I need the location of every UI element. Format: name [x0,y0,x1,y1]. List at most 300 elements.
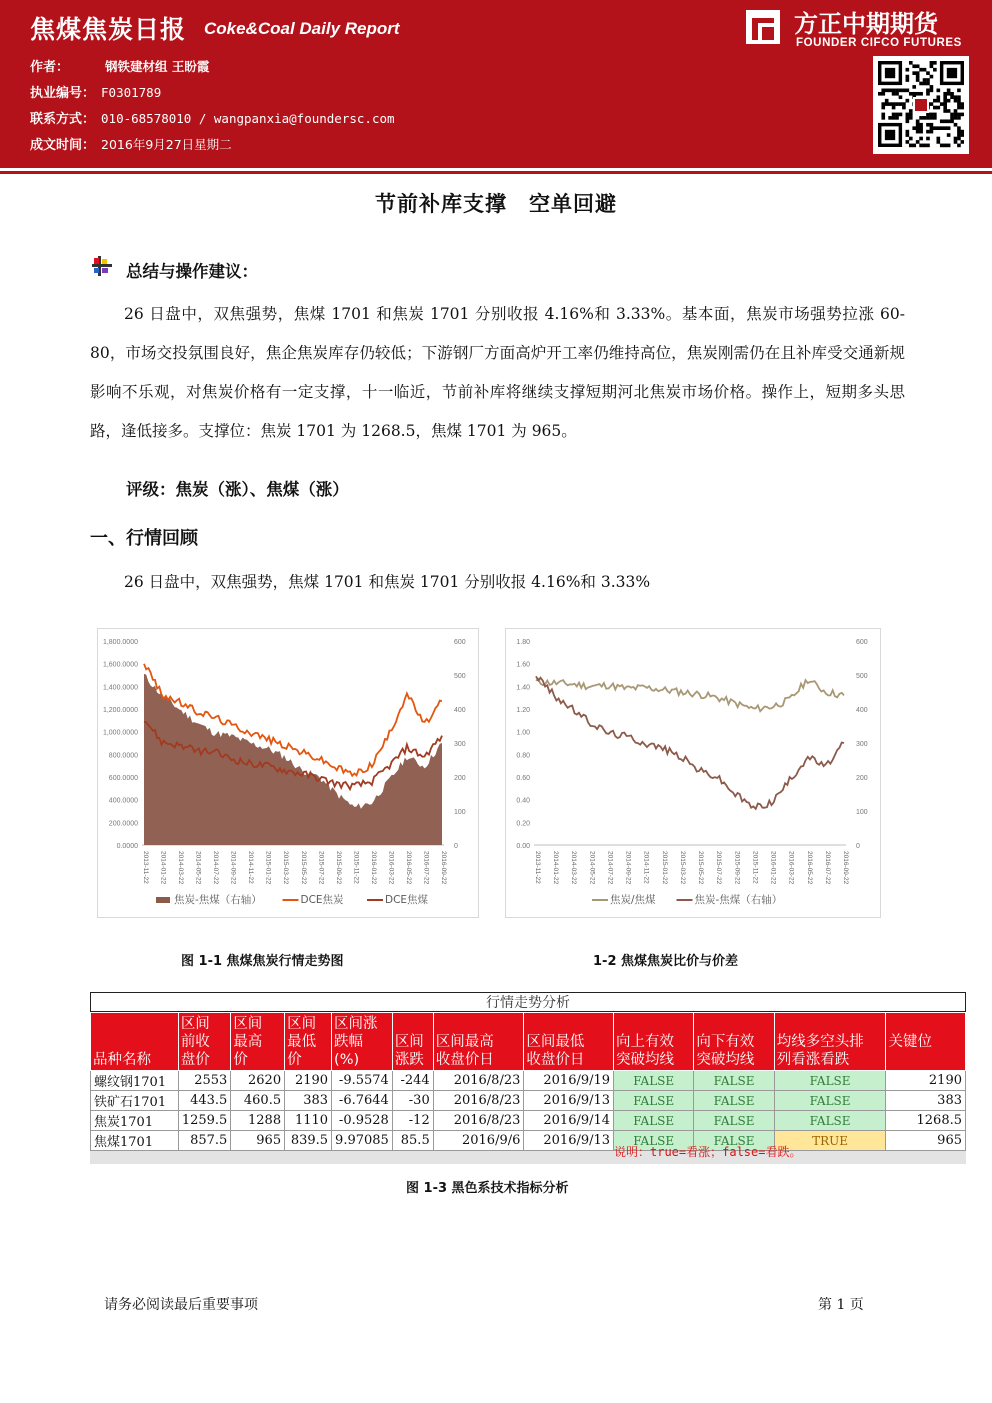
x-tick-label: 2014-05-22 [194,851,202,885]
qr-module [923,82,927,86]
y-tick-label-right: 500 [856,673,868,680]
qr-module [954,95,958,99]
table-row [91,1131,966,1151]
table-cell: -0.9528 [332,1111,393,1131]
x-tick-label: 2015-09-22 [733,851,741,885]
x-tick-label: 2014-11-22 [642,851,650,884]
table-header-text: 价 [287,1052,302,1068]
qr-module [950,95,954,99]
qr-module [888,89,892,93]
qr-module [936,137,940,141]
footer-page-number: 第 1 页 [818,1297,864,1313]
figure-caption-2: 1-2 焦煤焦炭比价与价差 [593,954,739,969]
qr-module [923,78,927,82]
table-header-cell [433,1013,524,1071]
author-value: 钢铁建材组 王盼霞 [105,59,210,74]
y-tick-label-left: 0.40 [516,797,530,805]
qr-module [926,92,930,96]
qr-module [899,95,903,99]
table-cell: 2553 [178,1071,231,1091]
legend-label: DCE焦煤 [385,894,429,906]
table-cell: 2016/9/6 [433,1131,524,1151]
qr-module [957,102,961,106]
legend-swatch [156,897,170,903]
qr-module [899,102,903,106]
x-tick-label: 2016-07-22 [823,851,831,885]
qr-module [906,75,910,79]
qr-module [912,144,916,148]
qr-module [940,126,944,130]
qr-module [895,116,899,120]
table-header-text: 区间 [287,1016,317,1032]
qr-module [943,106,947,110]
qr-module [919,82,923,86]
qr-module [957,95,961,99]
company-logo-icon [744,8,782,46]
table-header-cell [332,1013,393,1071]
report-title-cn: 焦煤焦炭日报 [30,15,187,44]
qr-module [909,113,913,117]
document-title: 节前补库支撑 空单回避 [375,192,617,216]
qr-module [957,144,961,148]
y-tick-label-left: 0.80 [516,752,530,760]
summary-heading: 总结与操作建议： [126,262,258,281]
y-tick-label-left: 800.0000 [108,752,138,760]
qr-module [916,92,920,96]
qr-module [888,102,892,106]
qr-module [943,119,947,123]
table-cell: -9.5574 [332,1071,393,1091]
x-tick-label: 2014-01-22 [159,851,167,885]
x-tick-label: 2014-01-22 [552,851,560,885]
qr-module [940,119,944,123]
qr-module [926,123,930,127]
x-tick-label: 2016-01-22 [369,851,377,885]
y-tick-label-left: 0.20 [516,820,530,828]
chart-ratio-spread [505,628,881,918]
qr-module [930,75,934,79]
qr-module [926,137,930,141]
qr-center-logo [914,98,928,112]
qr-module [916,119,920,123]
table-header-text: 向下有效 [696,1034,755,1050]
table-header-text: 跌幅 [334,1034,364,1050]
qr-module [936,89,940,93]
qr-module [909,116,913,120]
table-cell: 1268.5 [886,1111,966,1131]
table-cell: 460.5 [231,1091,285,1111]
table-header-text: 盘价 [180,1052,210,1068]
y-tick-label-right: 300 [454,741,466,748]
qr-module [906,89,910,93]
qr-module [892,89,896,93]
table-cell: 839.5 [285,1131,332,1151]
qr-module [916,71,920,75]
qr-module [916,64,920,68]
qr-module [957,89,961,93]
qr-module [947,144,951,148]
table-cell: 383 [285,1091,332,1111]
qr-module [878,92,882,96]
table-cell: 2190 [285,1071,332,1091]
qr-module [919,137,923,141]
table-header-text: 区间涨 [334,1016,378,1032]
series-line [536,679,844,711]
qr-module [923,68,927,72]
qr-module [957,133,961,137]
qr-module [943,99,947,103]
x-tick-label: 2014-11-22 [247,851,255,884]
series-area [144,674,442,845]
table-cell: 铁矿石1701 [91,1091,179,1111]
qr-module [895,92,899,96]
table-cell: FALSE [614,1091,694,1111]
x-tick-label: 2014-07-22 [212,851,220,885]
legend-label: 焦炭-焦煤（右轴） [694,894,783,906]
qr-module [954,113,958,117]
date-value: 2016年9月27日星期二 [101,137,232,152]
x-tick-label: 2015-09-22 [334,851,342,885]
y-tick-label-right: 400 [856,707,868,714]
qr-module [906,119,910,123]
qr-module [950,92,954,96]
table-cell: FALSE [694,1071,774,1091]
qr-module [950,113,954,117]
qr-module [930,64,934,68]
table-cell: 2190 [886,1071,966,1091]
trend-table-grid [90,1012,966,1151]
x-tick-label: 2016-05-22 [805,851,813,885]
y-tick-label-left: 0.00 [516,843,530,850]
y-tick-label-left: 1.00 [516,729,530,737]
table-cell: 965 [231,1131,285,1151]
qr-module [926,82,930,86]
qr-module [947,126,951,130]
table-cell: FALSE [614,1131,694,1151]
contact-label: 联系方式： [30,112,96,127]
table-header-cell [392,1013,433,1071]
table-cell: 2016/8/23 [433,1071,524,1091]
table-row [91,1071,966,1091]
table-cell: 965 [886,1131,966,1151]
table-header-text: 最高 [233,1034,263,1050]
table-header-cell [524,1013,614,1071]
qr-module [947,133,951,137]
table-header-text: 向上有效 [616,1034,675,1050]
qr-module [906,116,910,120]
x-tick-label: 2014-09-22 [624,851,632,885]
table-cell: -30 [392,1091,433,1111]
x-tick-label: 2016-03-22 [387,851,395,885]
section-heading-review: 一、行情回顾 [90,528,198,549]
y-tick-label-left: 1.80 [516,639,530,646]
qr-finder [947,68,957,78]
qr-finder [885,130,895,140]
qr-module [940,144,944,148]
x-tick-label: 2014-07-22 [606,851,614,885]
qr-module [892,116,896,120]
company-name-en: FOUNDER CIFCO FUTURES [796,37,962,49]
qr-module [957,116,961,120]
table-note: 说明：true=看涨；false=看跌。 [614,1145,802,1159]
y-tick-label-left: 1.60 [516,661,530,669]
qr-module [947,89,951,93]
qr-module [909,109,913,113]
qr-module [902,106,906,110]
qr-module [933,113,937,117]
qr-module [954,99,958,103]
y-tick-label-right: 0 [454,843,458,850]
qr-module [888,116,892,120]
author-line [30,56,209,75]
qr-module [892,106,896,110]
table-header-cell [694,1013,774,1071]
qr-module [923,144,927,148]
qr-module [961,140,964,144]
table-cell: FALSE [614,1071,694,1091]
qr-module [957,137,961,141]
table-cell: 2620 [231,1071,285,1091]
y-tick-label-left: 1.20 [516,707,530,714]
qr-module [947,92,951,96]
license-value: F0301789 [101,85,162,100]
y-tick-label-right: 200 [856,775,868,782]
contact-value: 010-68578010 / wangpanxia@foundersc.com [101,111,395,126]
x-tick-label: 2015-07-22 [715,851,723,885]
table-cell: 1259.5 [178,1111,231,1131]
header-divider [0,168,992,174]
table-header-text: 区间 [394,1034,424,1050]
x-tick-label: 2016-07-22 [422,851,430,885]
qr-module [933,126,937,130]
qr-module [916,140,920,144]
table-cell: FALSE [614,1111,694,1131]
series-line [536,676,844,809]
qr-module [923,116,927,120]
qr-module [906,113,910,117]
table-header-text: 突破均线 [696,1052,755,1068]
qr-module [933,61,937,65]
x-tick-label: 2015-01-22 [660,851,668,885]
qr-module [943,109,947,113]
qr-module [936,140,940,144]
qr-module [912,85,916,89]
qr-module [930,85,934,89]
qr-module [957,106,961,110]
qr-module [906,78,910,82]
qr-module [916,78,920,82]
qr-module [961,106,964,110]
qr-module [902,89,906,93]
qr-module [943,102,947,106]
qr-module [881,92,885,96]
qr-module [943,95,947,99]
qr-module [909,144,913,148]
table-header-text: 列看涨看跌 [776,1052,850,1068]
table-header-cell [285,1013,332,1071]
table-cell: -244 [392,1071,433,1091]
qr-module [961,130,964,134]
qr-module [899,89,903,93]
qr-module [943,144,947,148]
qr-module [930,123,934,127]
table-header-text: 突破均线 [616,1052,675,1068]
table-cell: FALSE [694,1091,774,1111]
table-cell: 焦煤1701 [91,1131,179,1151]
table-cell: 857.5 [178,1131,231,1151]
qr-finder [885,68,895,78]
qr-module [919,116,923,120]
report-title-en: Coke&Coal Daily Report [204,19,400,38]
qr-module [909,92,913,96]
y-tick-label-left: 1,800.0000 [102,639,138,646]
report-header [0,0,992,168]
x-tick-label: 2014-03-22 [177,851,185,885]
x-tick-label: 2015-01-22 [264,851,272,885]
qr-module [895,102,899,106]
qr-module [916,75,920,79]
table-cell: 2016/9/14 [524,1111,614,1131]
qr-module [906,130,910,134]
table-header-text: 前收 [180,1034,210,1050]
qr-module [954,123,958,127]
x-tick-label: 2016-03-22 [787,851,795,885]
contact-line [30,108,395,127]
qr-module [957,126,961,130]
qr-module [933,99,937,103]
qr-module [906,68,910,72]
qr-module [926,130,930,134]
qr-module [916,123,920,127]
chart-ratio-spread-svg [506,629,880,917]
x-tick-label: 2015-11-22 [751,851,759,884]
qr-module [930,116,934,120]
table-header-text: 收盘价日 [435,1052,494,1068]
qr-module [881,116,885,120]
qr-module [950,119,954,123]
qr-module [912,64,916,68]
x-tick-label: 2015-03-22 [282,851,290,885]
qr-module [916,126,920,130]
qr-module [892,113,896,117]
y-tick-label-right: 500 [454,673,466,680]
qr-module [919,126,923,130]
table-header-text: 区间 [180,1016,210,1032]
table-header-text: 区间最低 [526,1034,585,1050]
qr-module [936,95,940,99]
qr-module [906,133,910,137]
table-cell: 2016/9/13 [524,1131,614,1151]
y-tick-label-right: 400 [454,707,466,714]
y-tick-label-left: 1,000.0000 [102,729,138,737]
qr-module [902,102,906,106]
date-label: 成文时间： [30,138,96,153]
y-tick-label-left: 0.60 [516,775,530,782]
table-cell: TRUE [774,1131,886,1151]
qr-module [906,99,910,103]
qr-module [881,102,885,106]
x-tick-label: 2015-07-22 [317,851,325,885]
qr-module [961,102,964,106]
qr-module [895,89,899,93]
y-tick-label-left: 1,200.0000 [102,707,138,714]
qr-module [926,116,930,120]
qr-module [885,89,889,93]
qr-module [954,137,958,141]
qr-module [919,68,923,72]
qr-module [926,144,930,148]
y-tick-label-right: 100 [856,809,868,816]
table-cell: FALSE [774,1071,886,1091]
qr-module [947,99,951,103]
qr-module [881,113,885,117]
table-header-text: 收盘价日 [526,1052,585,1068]
qr-module [926,78,930,82]
qr-module [957,99,961,103]
table-cell: -6.7644 [332,1091,393,1111]
table-header-cell [886,1013,966,1071]
x-tick-label: 2016-09-22 [440,851,447,885]
table-header-text: 关键位 [888,1033,932,1050]
qr-module [912,92,916,96]
summary-paragraph: 26 日盘中，双焦强势，焦煤 1701 和焦炭 1701 分别收报 4.16%和 3.33%。基本面，焦炭市场强势拉涨 60-80，市场交投氛围良好，焦企焦炭库存仍较低；下游钢厂方面高炉开工率仍维持高位，焦炭刚需仍在且补库受交通新规影响不乐观，对焦炭价格有一定支撑，十一临近，节前补库将继续支撑短期河北焦炭市场价格。操作上，短期多头思路，逢低接多。支撑位：焦炭 1701 为 1268.5，焦煤 1701 为 965。 [90,305,905,440]
y-tick-label-left: 600.0000 [108,775,138,782]
table-cell: 2016/9/13 [524,1091,614,1111]
table-cell: FALSE [694,1111,774,1131]
table-header-text: 最低 [287,1034,317,1050]
date-line [30,134,232,153]
table-cell: 2016/8/23 [433,1111,524,1131]
qr-module [933,116,937,120]
x-tick-label: 2015-05-22 [697,851,705,885]
qr-code [873,56,969,154]
table-header-cell [178,1013,231,1071]
y-tick-label-left: 1.40 [516,684,530,692]
qr-module [954,109,958,113]
qr-module [933,68,937,72]
footer-disclaimer: 请务必阅读最后重要事项 [104,1297,258,1313]
qr-module [936,106,940,110]
figure-caption-1: 图 1-1 焦煤焦炭行情走势图 [181,954,344,969]
qr-module [892,92,896,96]
legend-label: 焦炭-焦煤（右轴） [174,894,262,906]
qr-module [943,126,947,130]
qr-module [947,119,951,123]
qr-module [936,99,940,103]
x-tick-label: 2014-03-22 [570,851,578,885]
qr-module [885,99,889,103]
y-tick-label-left: 1,400.0000 [102,684,138,692]
qr-module [885,102,889,106]
x-tick-label: 2014-09-22 [229,851,237,885]
table-cell: 443.5 [178,1091,231,1111]
x-tick-label: 2016-05-22 [404,851,412,885]
table-cell: 2016/9/19 [524,1071,614,1091]
qr-module [912,126,916,130]
qr-module [881,106,885,110]
qr-module [926,113,930,117]
qr-module [926,89,930,93]
qr-module [933,106,937,110]
review-paragraph: 26 日盘中，双焦强势，焦煤 1701 和焦炭 1701 分别收报 4.16%和 3.33% [124,573,651,591]
table-row [91,1111,966,1131]
x-tick-label: 2013-11-22 [142,851,149,884]
license-line [30,82,161,101]
table-row [91,1091,966,1111]
table-cell: 螺纹钢1701 [91,1071,179,1091]
x-tick-label: 2016-09-22 [842,851,849,885]
table-cell: FALSE [774,1111,886,1131]
